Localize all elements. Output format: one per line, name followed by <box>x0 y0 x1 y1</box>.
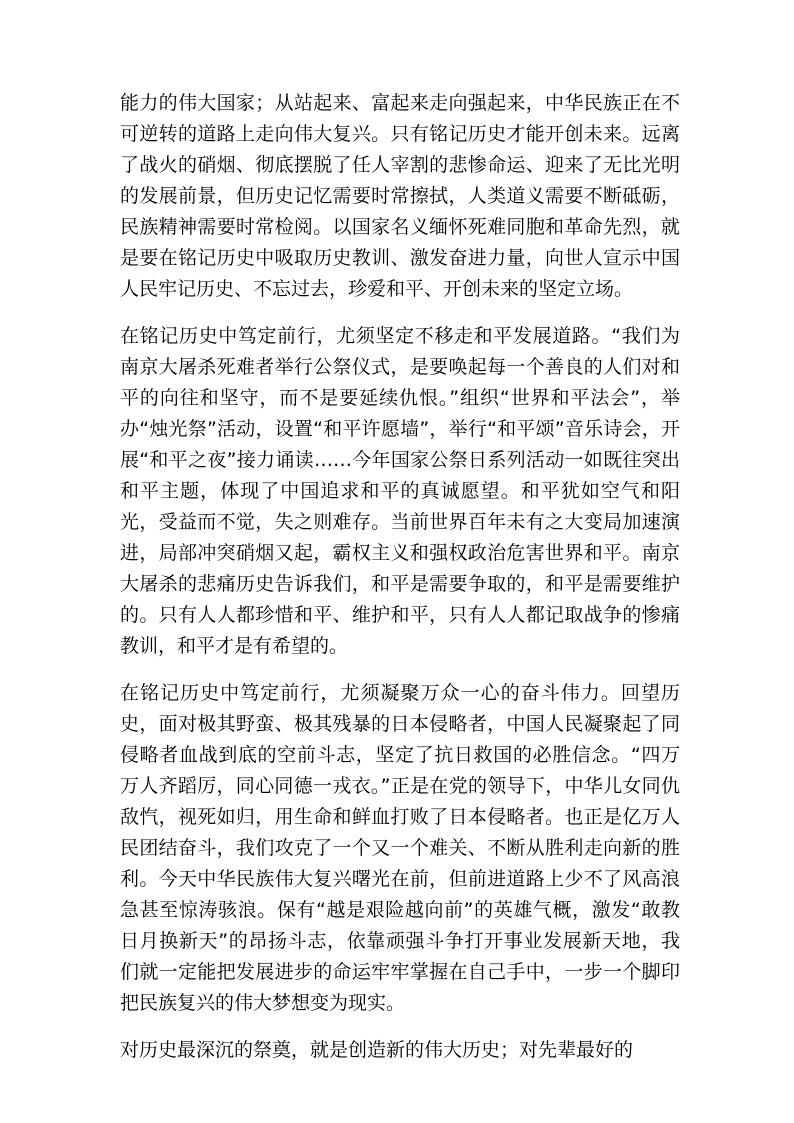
article-body <box>120 88 680 1082</box>
paragraph-continuation: 能力的伟大国家；从站起来、富起来走向强起来，中华民族正在不可逆转的道路上走向伟大复兴。只有铭记历史才能开创未来。远离了战火的硝烟、彻底摆脱了任人宰割的悲惨命运、迎来了无比光明的发展前景，但历史记忆需要时常擦拭，人类道义需要不断砥砺，民族精神需要时常检阅。以国家名义缅怀死难同胞和革命先烈，就是要在铭记历史中吸取历史教训、激发奋进力量，向世人宣示中国人民牢记历史、不忘过去，珍爱和平、开创未来的坚定立场。 <box>120 92 680 300</box>
paragraph-peace: 在铭记历史中笃定前行，尤须坚定不移走和平发展道路。“我们为南京大屠杀死难者举行公祭仪式，是要唤起每一个善良的人们对和平的向往和坚守，而不是要延续仇恨。”组织“世界和平法会”，举办“烛光祭”活动，设置“和平许愿墙”，举行“和平颂”音乐诗会，开展“和平之夜”接力诵读……今年国家公祭日系列活动一如既往突出和平主题，体现了中国追求和平的真诚愿望。和平犹如空气和阳光，受益而不觉，失之则难存。当前世界百年未有之大变局加速演进，局部冲突硝烟又起，霸权主义和强权政治危害世界和平。南京大屠杀的悲痛历史告诉我们，和平是需要争取的，和平是需要维护的。只有人人都珍惜和平、维护和平，只有人人都记取战争的惨痛教训，和平才是有希望的。 <box>120 325 680 657</box>
paragraph-closing: 对历史最深沉的祭奠，就是创造新的伟大历史；对先辈最好的 <box>120 1039 634 1061</box>
paragraph-unity: 在铭记历史中笃定前行，尤须凝聚万众一心的奋斗伟力。回望历史，面对极其野蛮、极其残暴的日本侵略者，中国人民凝聚起了同侵略者血战到底的空前斗志，坚定了抗日救国的必胜信念。“四万万人齐蹈厉，同心同德一戎衣。”正是在党的领导下，中华儿女同仇敌忾，视死如归，用生命和鲜血打败了日本侵略者。也正是亿万人民团结奋斗，我们攻克了一个又一个难关、不断从胜利走向新的胜利。今天中华民族伟大复兴曙光在前，但前进道路上少不了风高浪急甚至惊涛骇浪。保有“越是艰险越向前”的英雄气概，激发“敢教日月换新天”的昂扬斗志，依靠顽强斗争打开事业发展新天地，我们就一定能把发展进步的命运牢牢掌握在自己手中，一步一个脚印把民族复兴的伟大梦想变为现实。 <box>120 682 680 1014</box>
